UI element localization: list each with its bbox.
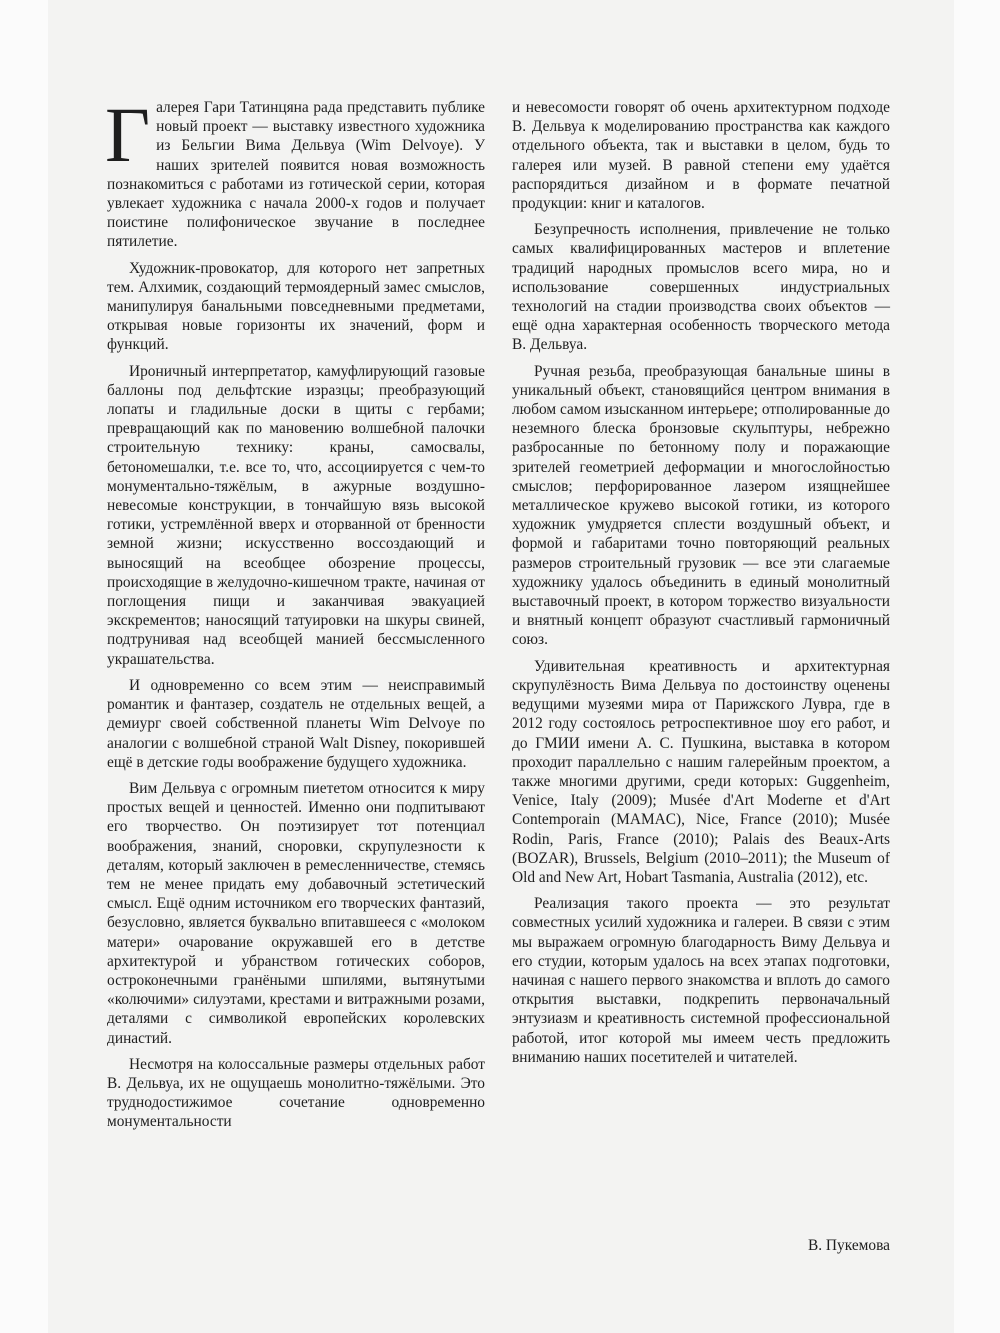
- paragraph: Ручная резьба, преобразующая банальные шины в уникальный объект, становящийся центром внимания в любом самом изысканном интерьере; отполированные до неземного блеска бронзовые скульптуры, небрежно разбросанные по бетонному полу и поражающие зрителей геометрией деформации и многослойностью смыслов; перфорированное лазером изящнейшее металлическое кружево высокой готики, из которого художник умудряется сплести воздушный объект, и формой и габаритами точно повторяющий реальных размеров строительный грузовик — все эти слагаемые художнику удалось объединить в единый монолитный выставочный проект, в котором торжество визуальности и внятный концепт образуют счастливый гармоничный союз.: [512, 362, 890, 649]
- paragraph: Ироничный интерпретатор, камуфлирующий газовые баллоны под дельфтские изразцы; преобразующий лопаты и гладильные доски в щиты с гербами; превращающий как по мановению волшебной палочки строительную технику: краны, самосвалы, бетономешалки, т.е. все то, что, ассоциируется с чем-то монументально-тяжёлым, в ажурные воздушно-невесомые конструкции, в тончайшую вязь высокой готики, устремлённой вверх и оторванной от бренности земной жизни; искусственно воссоздающий и выносящий на всеобщее обозрение процессы, происходящие в желудочно-кишечном тракте, начиная от поглощения пищи и заканчивая эвакуацией экскрементов; наносящий татуировки на шкуры свиней, подтрунивая над всеобщей манией бессмысленного украшательства.: [107, 362, 485, 668]
- paragraph: и невесомости говорят об очень архитектурном подходе В. Дельвуа к моделированию пространства как каждого отдельного объекта, так и выставки в целом, будь то галерея или музей. В равной степени ему удаётся распорядиться дизайном и в формате печатной продукции: книг и каталогов.: [512, 99, 890, 213]
- paragraph: Безупречность исполнения, привлечение не только самых квалифицированных мастеров и вплетение традиций народных промыслов всего мира, но и использование совершенных индустриальных технологий на стадии производства своих объектов — ещё одна характерная особенность творческого метода В. Дельвуа.: [512, 221, 890, 354]
- paragraph: Реализация такого проекта — это результат совместных усилий художника и галереи. В связи с этим мы выражаем огромную благодарность Виму Дельвуа и его студии, которым удалось на всех этапах подготовки, начиная с нашего первого знакомства и вплоть до самого открытия выставки, подкрепить первоначальный энтузиазм и креативность системной профессиональной работой, итог которой мы имеем честь предложить вниманию наших посетителей и читателей.: [512, 895, 890, 1066]
- paragraph: Несмотря на колоссальные размеры отдельных работ В. Дельвуа, их не ощущаешь монолитно-тяжёлыми. Это труднодостижимое сочетание одновременно монументальности: [107, 1055, 485, 1131]
- paragraph: [105, 91, 485, 252]
- paragraph: Художник-провокатор, для которого нет запретных тем. Алхимик, создающий термоядерный замес смыслов, манипулируя банальными повседневными предметами, открывая новые горизонты их значений, форм и функций.: [107, 259, 485, 354]
- author-signature: В. Пукемова: [807, 1237, 890, 1254]
- drop-cap: Г: [105, 91, 151, 178]
- left-column: [105, 91, 485, 1139]
- paragraph: Удивительная креативность и архитектурная скрупулёзность Вима Дельвуа по достоинству оценены ведущими музеями мира от Парижского Лувра, где в 2012 году состоялось ретроспективное шоу его работ, и до ГМИИ имени А. С. Пушкина, выставка в котором проходит параллельно с нашим галерейным проектом, а также многими другими, среди которых: Guggenheim, Venice, Italy (2009); Musée d'Art Moderne et d'Art Contemporain (MAMAC), Nice, France (2010); Musée Rodin, Paris, France (2010); Palais des Beaux-Arts (BOZAR), Brussels, Belgium (2010–2011); the Museum of Old and New Art, Hobart Tasmania, Australia (2012), etc.: [512, 657, 890, 886]
- right-column: [512, 98, 890, 1074]
- paragraph-text: алерея Гари Татинцяна рада представить публике новый проект — выставку известного художника из Бельгии Вима Дельвуа (Wim Delvoye). У наших зрителей появится новая возможность познакомиться с работами из готической серии, которая увлекает художника с начала 2000-х годов и получает поистине полифоническое звучание в последнее пятилетие.: [107, 99, 485, 251]
- paragraph: Вим Дельвуа с огромным пиететом относится к миру простых вещей и ценностей. Именно они подпитывают его творчество. Он поэтизирует тот потенциал воображения, знаний, сноровки, скрупулезности к деталям, который заключен в ремесленничестве, стемясь тем не менее придать ему добавочный эстетический смысл. Ещё одним источником его творческих фантазий, безусловно, является буквально впитавшееся с «молоком матери» очарование окружавшей его в детстве архитектурой и убранством готических соборов, остроконечными гранёными шпилями, вытянутыми «колючими» силуэтами, крестами и витражными розами, деталями с символикой европейских королевских династий.: [107, 779, 485, 1047]
- paragraph: И одновременно со всем этим — неисправимый романтик и фантазер, создатель не отдельных вещей, а демиург своей собственной планеты Wim Delvoye по аналогии с волшебной страной Walt Disney, покорившей ещё в детские годы воображение будущего художника.: [107, 676, 485, 771]
